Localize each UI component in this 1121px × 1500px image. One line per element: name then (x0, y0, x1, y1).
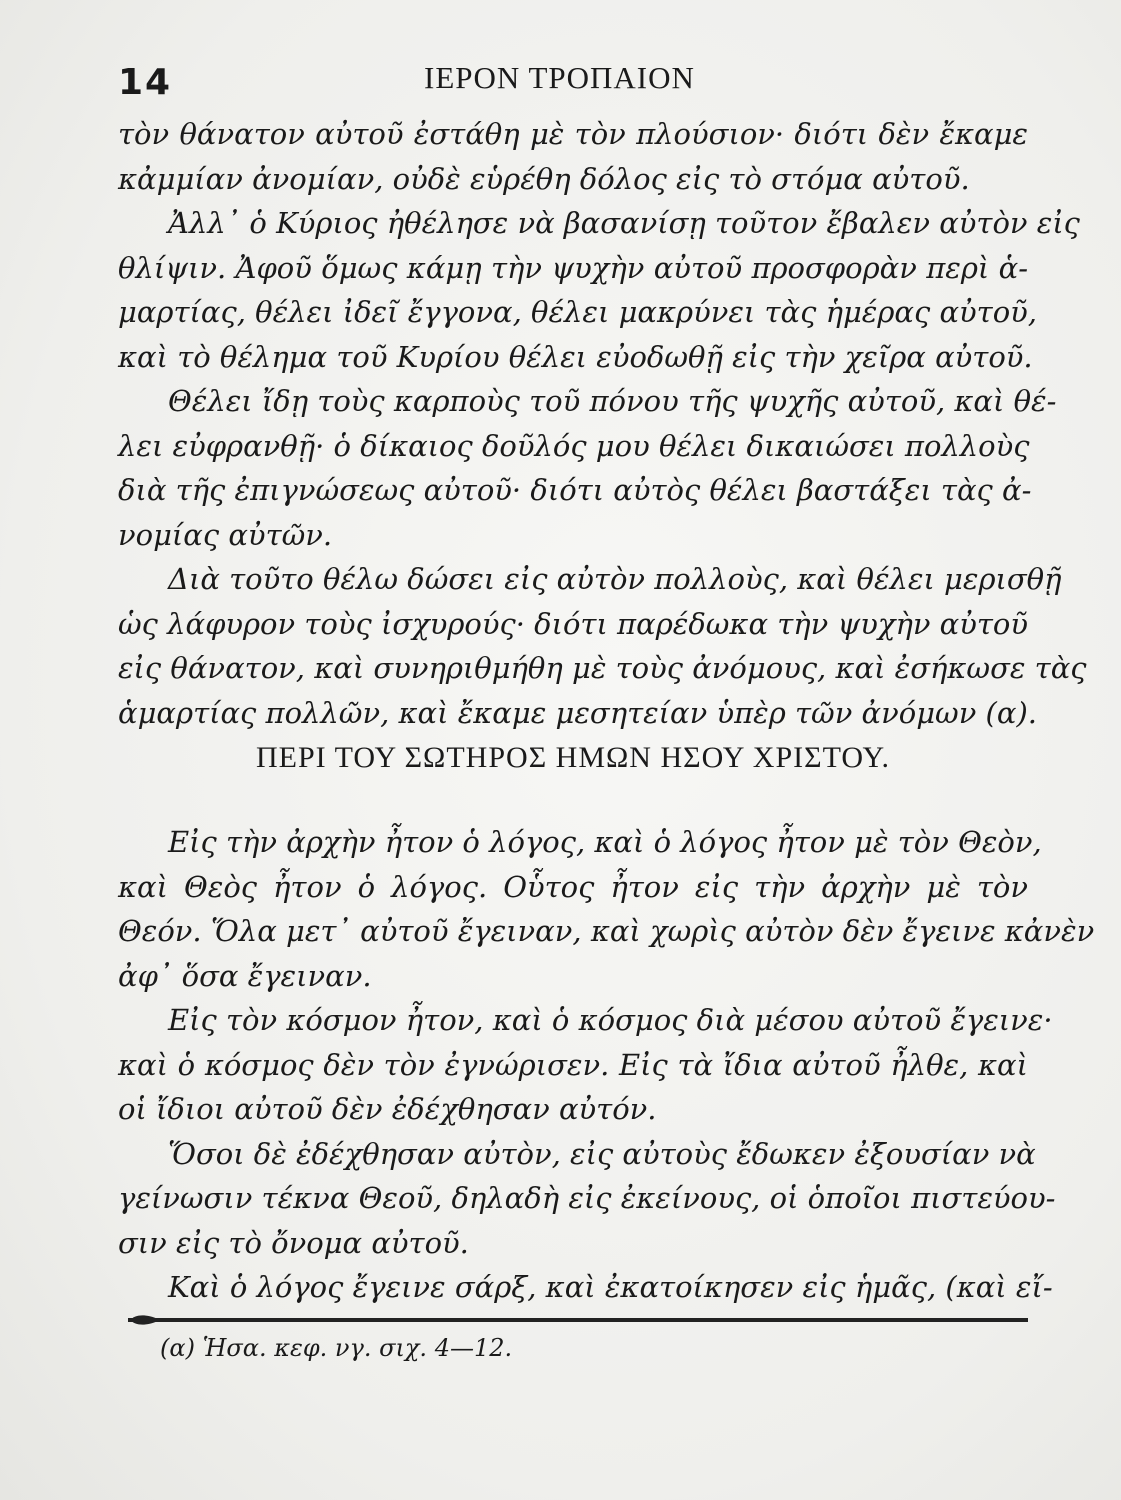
text-line: ὡς λάφυρον τοὺς ἰσχυρούς· διότι παρέδωκα τὴν ψυχὴν αὐτοῦ (118, 606, 1029, 641)
text-line: ἀφ᾽ ὅσα ἔγειναν. (118, 958, 372, 993)
text-line: Εἰς τὸν κόσμον ἦτον, καὶ ὁ κόσμος διὰ μέσου αὐτοῦ ἔγεινε· (168, 1003, 1053, 1037)
text-line: Ὅσοι δὲ ἐδέχθησαν αὐτὸν, εἰς αὐτοὺς ἔδωκεν ἐξουσίαν νὰ (168, 1136, 1036, 1171)
text-line: Διὰ τοῦτο θέλω δώσει εἰς αὐτὸν πολλοὺς, καὶ θέλει μερισθῇ (168, 562, 1062, 596)
text-line: Καὶ ὁ λόγος ἔγεινε σάρξ, καὶ ἐκατοίκησεν εἰς ἡμᾶς, (καὶ εἴ- (168, 1270, 1053, 1304)
text-line: νομίας αὐτῶν. (118, 517, 333, 552)
footnote: (α) Ἡσα. κεφ. νγ. σιχ. 4—12. (160, 1334, 513, 1362)
text-line: γείνωσιν τέκνα Θεοῦ, δηλαδὴ εἰς ἐκείνους, οἱ ὁποῖοι πιστεύου- (118, 1181, 1056, 1215)
text-line: μαρτίας, θέλει ἰδεῖ ἔγγονα, θέλει μακρύνει τὰς ἡμέρας αὐτοῦ, (118, 295, 1038, 329)
text-line: διὰ τῆς ἐπιγνώσεως αὐτοῦ· διότι αὐτὸς θέλει βαστάξει τὰς ἀ- (118, 473, 1032, 507)
text-line: Θέλει ἴδῃ τοὺς καρποὺς τοῦ πόνου τῆς ψυχῆς αὐτοῦ, καὶ θέ- (168, 384, 1057, 418)
body-text-top (118, 112, 1087, 735)
section-heading: ΠΕΡΙ ΤΟΥ ΣΩΤΗΡΟΣ ΗΜΩΝ ΗΣΟΥ ΧΡΙΣΤΟΥ. (255, 741, 891, 774)
text-line: εἰς θάνατον, καὶ συνηριθμήθη μὲ τοὺς ἀνόμους, καὶ ἐσήκωσε τὰς (118, 651, 1087, 685)
text-line: ἁμαρτίας πολλῶν, καὶ ἔκαμε μεσητείαν ὑπὲρ τῶν ἀνόμων (α). (118, 695, 1037, 730)
text-line: οἱ ἴδιοι αὐτοῦ δὲν ἐδέχθησαν αὐτόν. (118, 1092, 657, 1126)
text-line: καὶ ὁ κόσμος δὲν τὸν ἐγνώρισεν. Εἰς τὰ ἴδια αὐτοῦ ἦλθε, καὶ (118, 1047, 1028, 1082)
footnote-rule (128, 1318, 1028, 1322)
text-line: τὸν θάνατον αὐτοῦ ἐστάθη μὲ τὸν πλούσιον· διότι δὲν ἔκαμε (118, 117, 1028, 151)
text-line: καὶ Θεὸς ἦτον ὁ λόγος. Οὗτος ἦτον εἰς τὴν ἀρχὴν μὲ τὸν (118, 869, 1028, 904)
text-line: Θεόν. Ὅλα μετ᾽ αὐτοῦ ἔγειναν, καὶ χωρὶς αὐτὸν δὲν ἔγεινε κἀνὲν (118, 914, 1095, 948)
text-line: κἀμμίαν ἀνομίαν, οὐδὲ εὑρέθη δόλος εἰς τὸ στόμα αὐτοῦ. (118, 161, 970, 196)
text-line: Εἰς τὴν ἀρχὴν ἦτον ὁ λόγος, καὶ ὁ λόγος ἦτον μὲ τὸν Θεὸν, (168, 825, 1042, 859)
page-number: 14 (118, 62, 173, 103)
text-line: σιν εἰς τὸ ὄνομα αὐτοῦ. (118, 1225, 469, 1260)
text-line: θλίψιν. Ἀφοῦ ὅμως κάμῃ τὴν ψυχὴν αὐτοῦ προσφορὰν περὶ ἁ- (118, 250, 1028, 285)
text-line: καὶ τὸ θέλημα τοῦ Κυρίου θέλει εὐοδωθῇ εἰς τὴν χεῖρα αὐτοῦ. (118, 339, 1033, 374)
body-text-bottom (118, 820, 1095, 1310)
running-head (118, 52, 1038, 102)
running-title: ΙΕΡΟΝ ΤΡΟΠΑΙΟΝ (424, 60, 695, 95)
text-line: Ἀλλ᾽ ὁ Κύριος ἠθέλησε νὰ βασανίσῃ τοῦτον ἔβαλεν αὐτὸν εἰς (168, 206, 1080, 240)
text-line: λει εὐφρανθῇ· ὁ δίκαιος δοῦλός μου θέλει δικαιώσει πολλοὺς (118, 428, 1030, 463)
